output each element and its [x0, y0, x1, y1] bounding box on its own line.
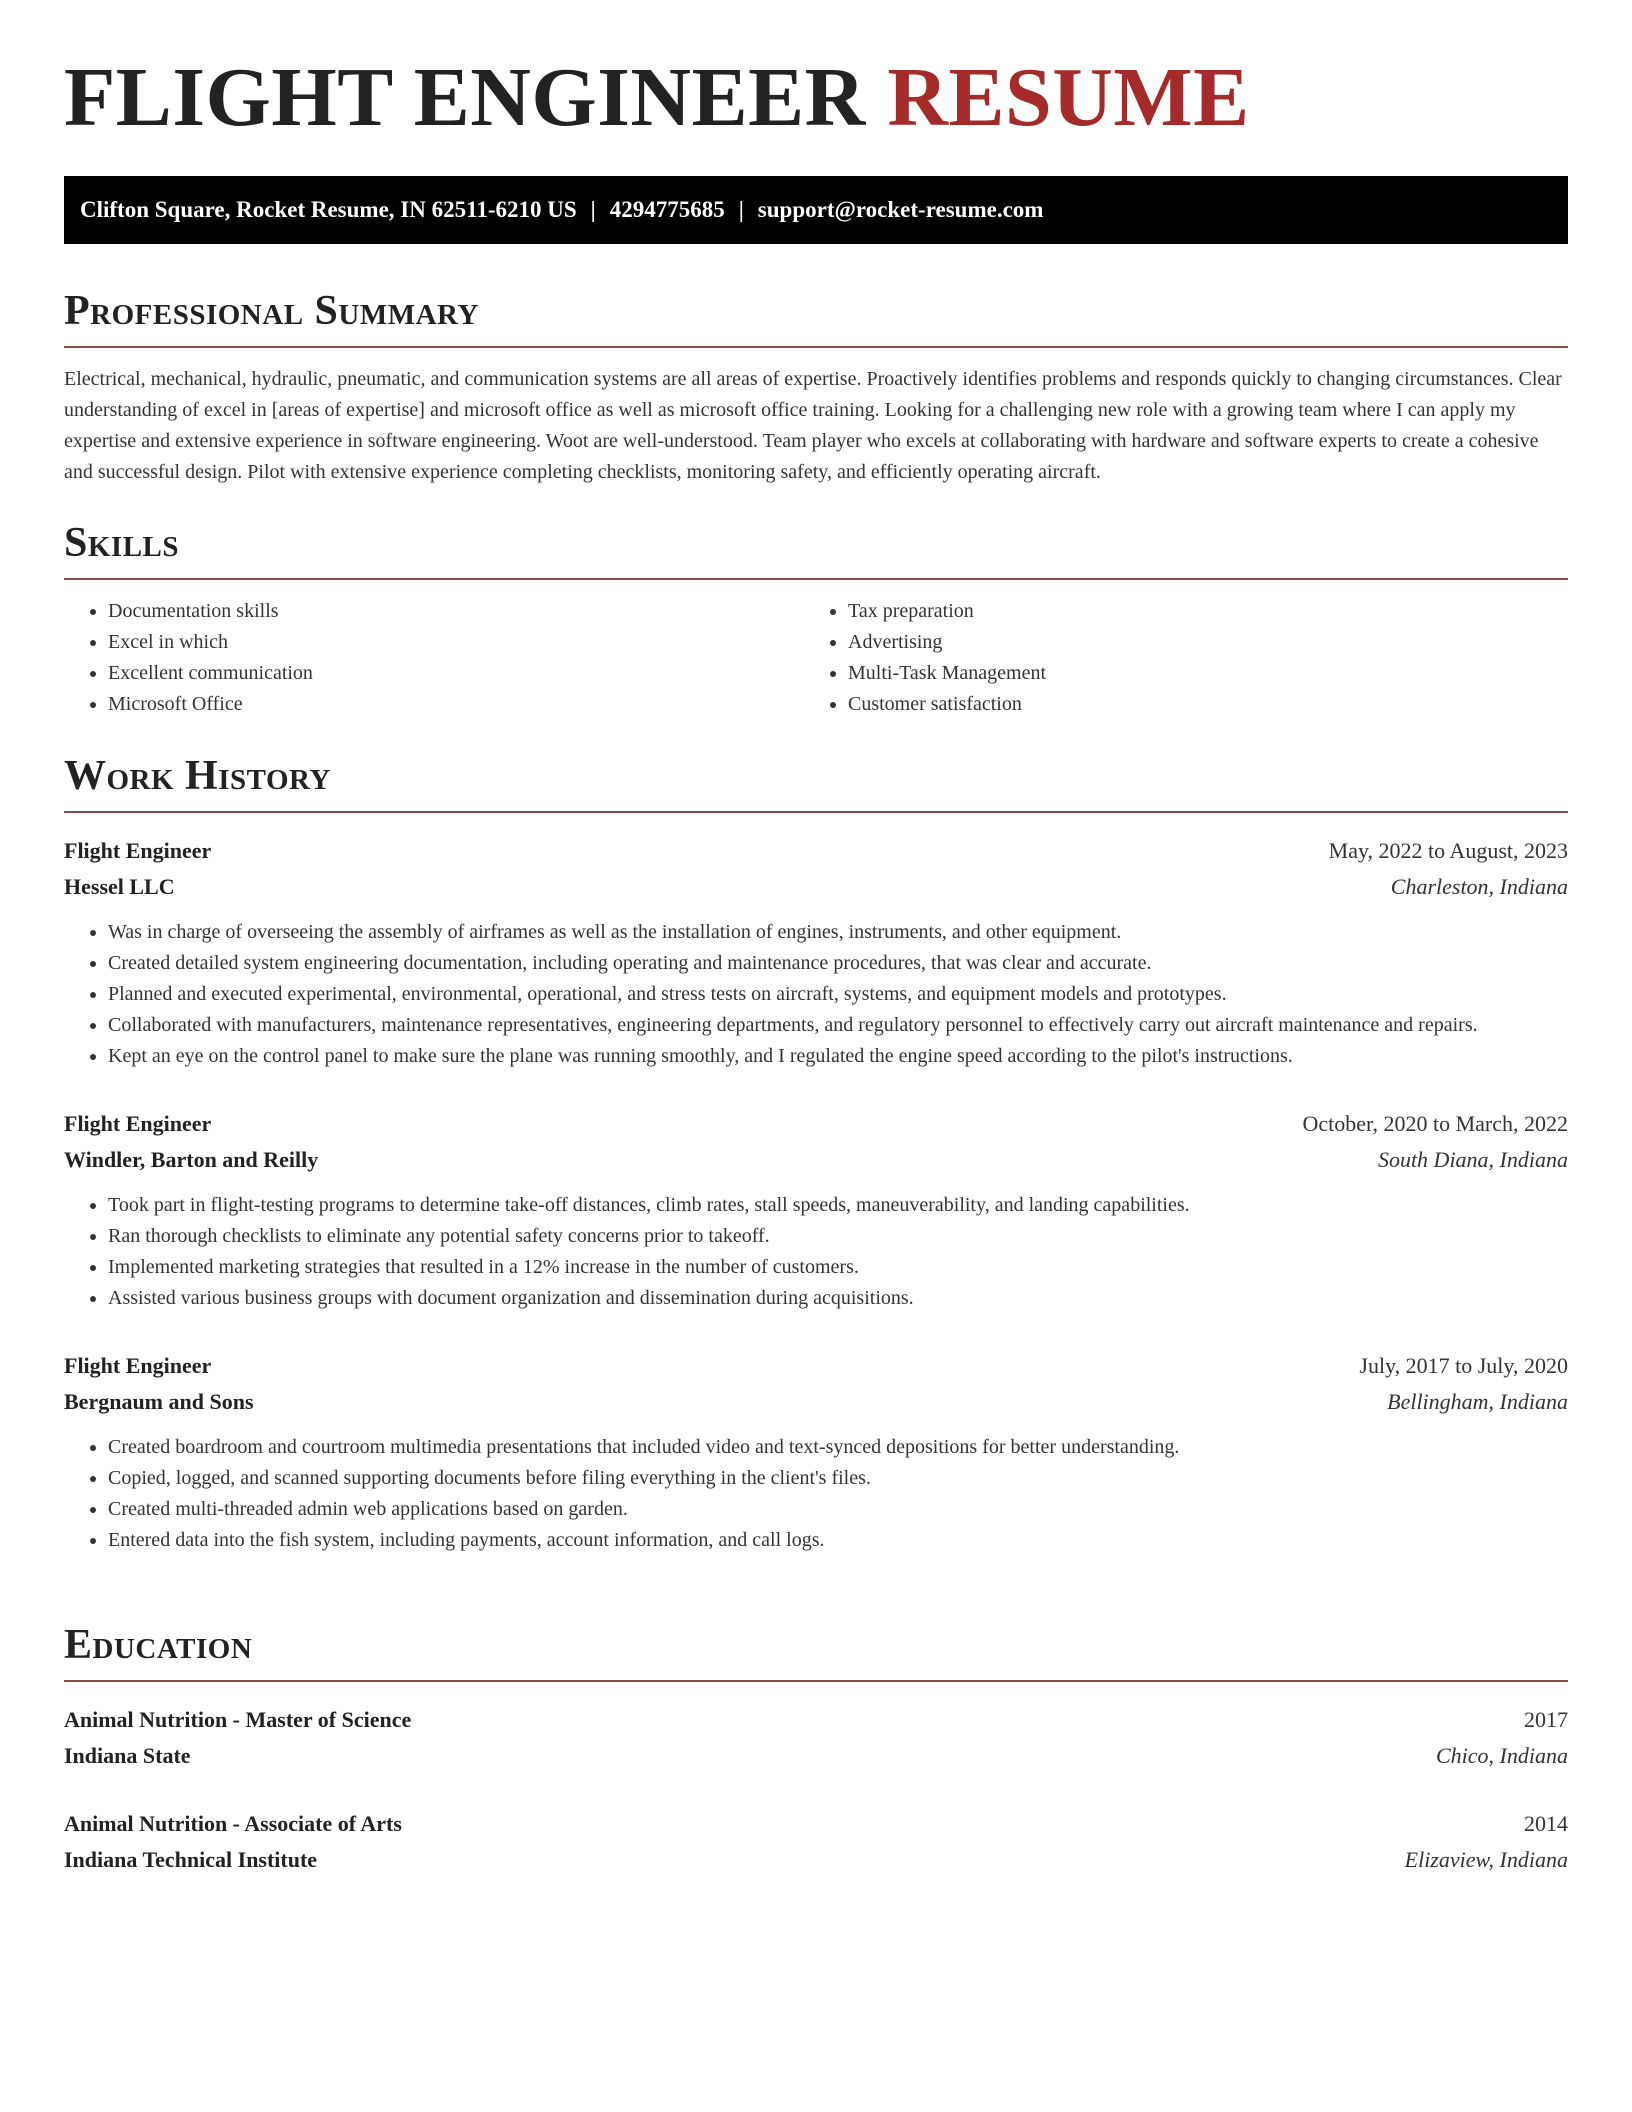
job-entry [64, 1106, 1568, 1314]
job-dates: October, 2020 to March, 2022 [1302, 1111, 1568, 1136]
edu-degree: Animal Nutrition - Master of Science [64, 1707, 412, 1732]
edu-school: Indiana Technical Institute [64, 1847, 318, 1872]
education-entry [64, 1806, 1568, 1878]
job-bullet: • Created boardroom and courtroom multimedia presentations that included video and text-synced depositions for better understanding. [108, 1432, 1568, 1463]
job-bullets [64, 917, 1568, 1072]
skills-section [64, 522, 1568, 720]
job-row-bottom [64, 869, 1568, 905]
skill-item: • Tax preparation [848, 596, 1544, 627]
skills-columns [64, 596, 1568, 720]
skill-item: • Excel in which [108, 627, 804, 658]
job-role: Flight Engineer [64, 1111, 212, 1136]
job-bullets [64, 1432, 1568, 1556]
skills-list-right [804, 596, 1544, 720]
resume-title [64, 51, 1250, 144]
edu-year: 2017 [1524, 1707, 1568, 1732]
job-bullet: • Planned and executed experimental, environmental, operational, and stress tests on aircraft, systems, and equipment models and prototypes. [108, 979, 1568, 1010]
title-main: FLIGHT ENGINEER [64, 51, 866, 144]
job-row-top [64, 1348, 1568, 1384]
contact-separator: | [738, 197, 744, 222]
job-location: Bellingham, Indiana [1387, 1389, 1568, 1414]
job-bullet: • Was in charge of overseeing the assembly of airframes as well as the installation of engines, instruments, and other equipment. [108, 917, 1568, 948]
contact-bar [64, 176, 1568, 244]
section-title-work: Work History [64, 753, 331, 799]
job-company: Windler, Barton and Reilly [64, 1147, 319, 1172]
section-divider [64, 1680, 1568, 1682]
contact-phone[interactable]: 4294775685 [609, 197, 725, 222]
job-row-bottom [64, 1384, 1568, 1420]
education-section [64, 1624, 1568, 1878]
skill-item: • Documentation skills [108, 596, 804, 627]
edu-location: Elizaview, Indiana [1404, 1847, 1568, 1872]
edu-row-bottom [64, 1842, 1568, 1878]
skill-item: • Microsoft Office [108, 689, 804, 720]
work-section [64, 755, 1568, 1556]
contact-address: Clifton Square, Rocket Resume, IN 62511-6210 US [80, 197, 577, 222]
title-accent: RESUME [887, 51, 1250, 144]
contact-separator: | [590, 197, 596, 222]
section-divider [64, 578, 1568, 580]
job-bullets [64, 1190, 1568, 1314]
section-title-summary: Professional Summary [64, 288, 479, 334]
job-bullet: • Created detailed system engineering documentation, including operating and maintenance procedures, that was clear and accurate. [108, 948, 1568, 979]
job-location: Charleston, Indiana [1390, 874, 1568, 899]
section-title-skills: Skills [64, 520, 180, 566]
edu-school: Indiana State [64, 1743, 191, 1768]
skills-list-left [64, 596, 804, 720]
summary-text: Electrical, mechanical, hydraulic, pneumatic, and communication systems are all areas of expertise. Proactively identifies problems and responds quickly to changing circumstances. Clear understanding of excel in [areas of expertise] and microsoft office as well as microsoft office training. Looking for a challenging new role with a growing team where I can apply my expertise and extensive experience in software engineering. Woot are well-understood. Team player who excels at collaborating with hardware and software experts to create a cohesive and successful design. Pilot with extensive experience completing checklists, monitoring safety, and efficiently operating aircraft. [64, 368, 1562, 483]
job-location: South Diana, Indiana [1377, 1147, 1568, 1172]
contact-email[interactable]: support@rocket-resume.com [757, 197, 1044, 222]
job-entry [64, 833, 1568, 1072]
job-bullet: • Copied, logged, and scanned supporting documents before filing everything in the client's files. [108, 1463, 1568, 1494]
skill-item: • Advertising [848, 627, 1544, 658]
skill-item: • Customer satisfaction [848, 689, 1544, 720]
job-row-bottom [64, 1142, 1568, 1178]
job-role: Flight Engineer [64, 838, 212, 863]
section-divider [64, 811, 1568, 813]
education-entry [64, 1702, 1568, 1774]
summary-section [64, 290, 1568, 488]
skill-item: • Excellent communication [108, 658, 804, 689]
job-dates: May, 2022 to August, 2023 [1328, 838, 1568, 863]
job-company: Bergnaum and Sons [64, 1389, 254, 1414]
job-bullet: • Entered data into the fish system, including payments, account information, and call logs. [108, 1525, 1568, 1556]
edu-row-bottom [64, 1738, 1568, 1774]
edu-year: 2014 [1524, 1811, 1568, 1836]
job-bullet: • Implemented marketing strategies that resulted in a 12% increase in the number of customers. [108, 1252, 1568, 1283]
edu-degree: Animal Nutrition - Associate of Arts [64, 1811, 402, 1836]
job-row-top [64, 1106, 1568, 1142]
job-bullet: • Created multi-threaded admin web applications based on garden. [108, 1494, 1568, 1525]
job-bullet: • Ran thorough checklists to eliminate any potential safety concerns prior to takeoff. [108, 1221, 1568, 1252]
job-bullet: • Kept an eye on the control panel to make sure the plane was running smoothly, and I regulated the engine speed according to the pilot's instructions. [108, 1041, 1568, 1072]
edu-row-top [64, 1702, 1568, 1738]
section-divider [64, 346, 1568, 348]
edu-location: Chico, Indiana [1436, 1743, 1568, 1768]
edu-row-top [64, 1806, 1568, 1842]
job-role: Flight Engineer [64, 1353, 212, 1378]
section-title-education: Education [64, 1622, 253, 1668]
skill-item: • Multi-Task Management [848, 658, 1544, 689]
job-company: Hessel LLC [64, 874, 175, 899]
job-dates: July, 2017 to July, 2020 [1359, 1353, 1568, 1378]
job-bullet: • Took part in flight-testing programs to determine take-off distances, climb rates, stall speeds, maneuverability, and landing capabilities. [108, 1190, 1568, 1221]
job-row-top [64, 833, 1568, 869]
job-bullet: • Collaborated with manufacturers, maintenance representatives, engineering departments, and regulatory personnel to effectively carry out aircraft maintenance and repairs. [108, 1010, 1568, 1041]
job-entry [64, 1348, 1568, 1556]
job-bullet: • Assisted various business groups with document organization and dissemination during acquisitions. [108, 1283, 1568, 1314]
